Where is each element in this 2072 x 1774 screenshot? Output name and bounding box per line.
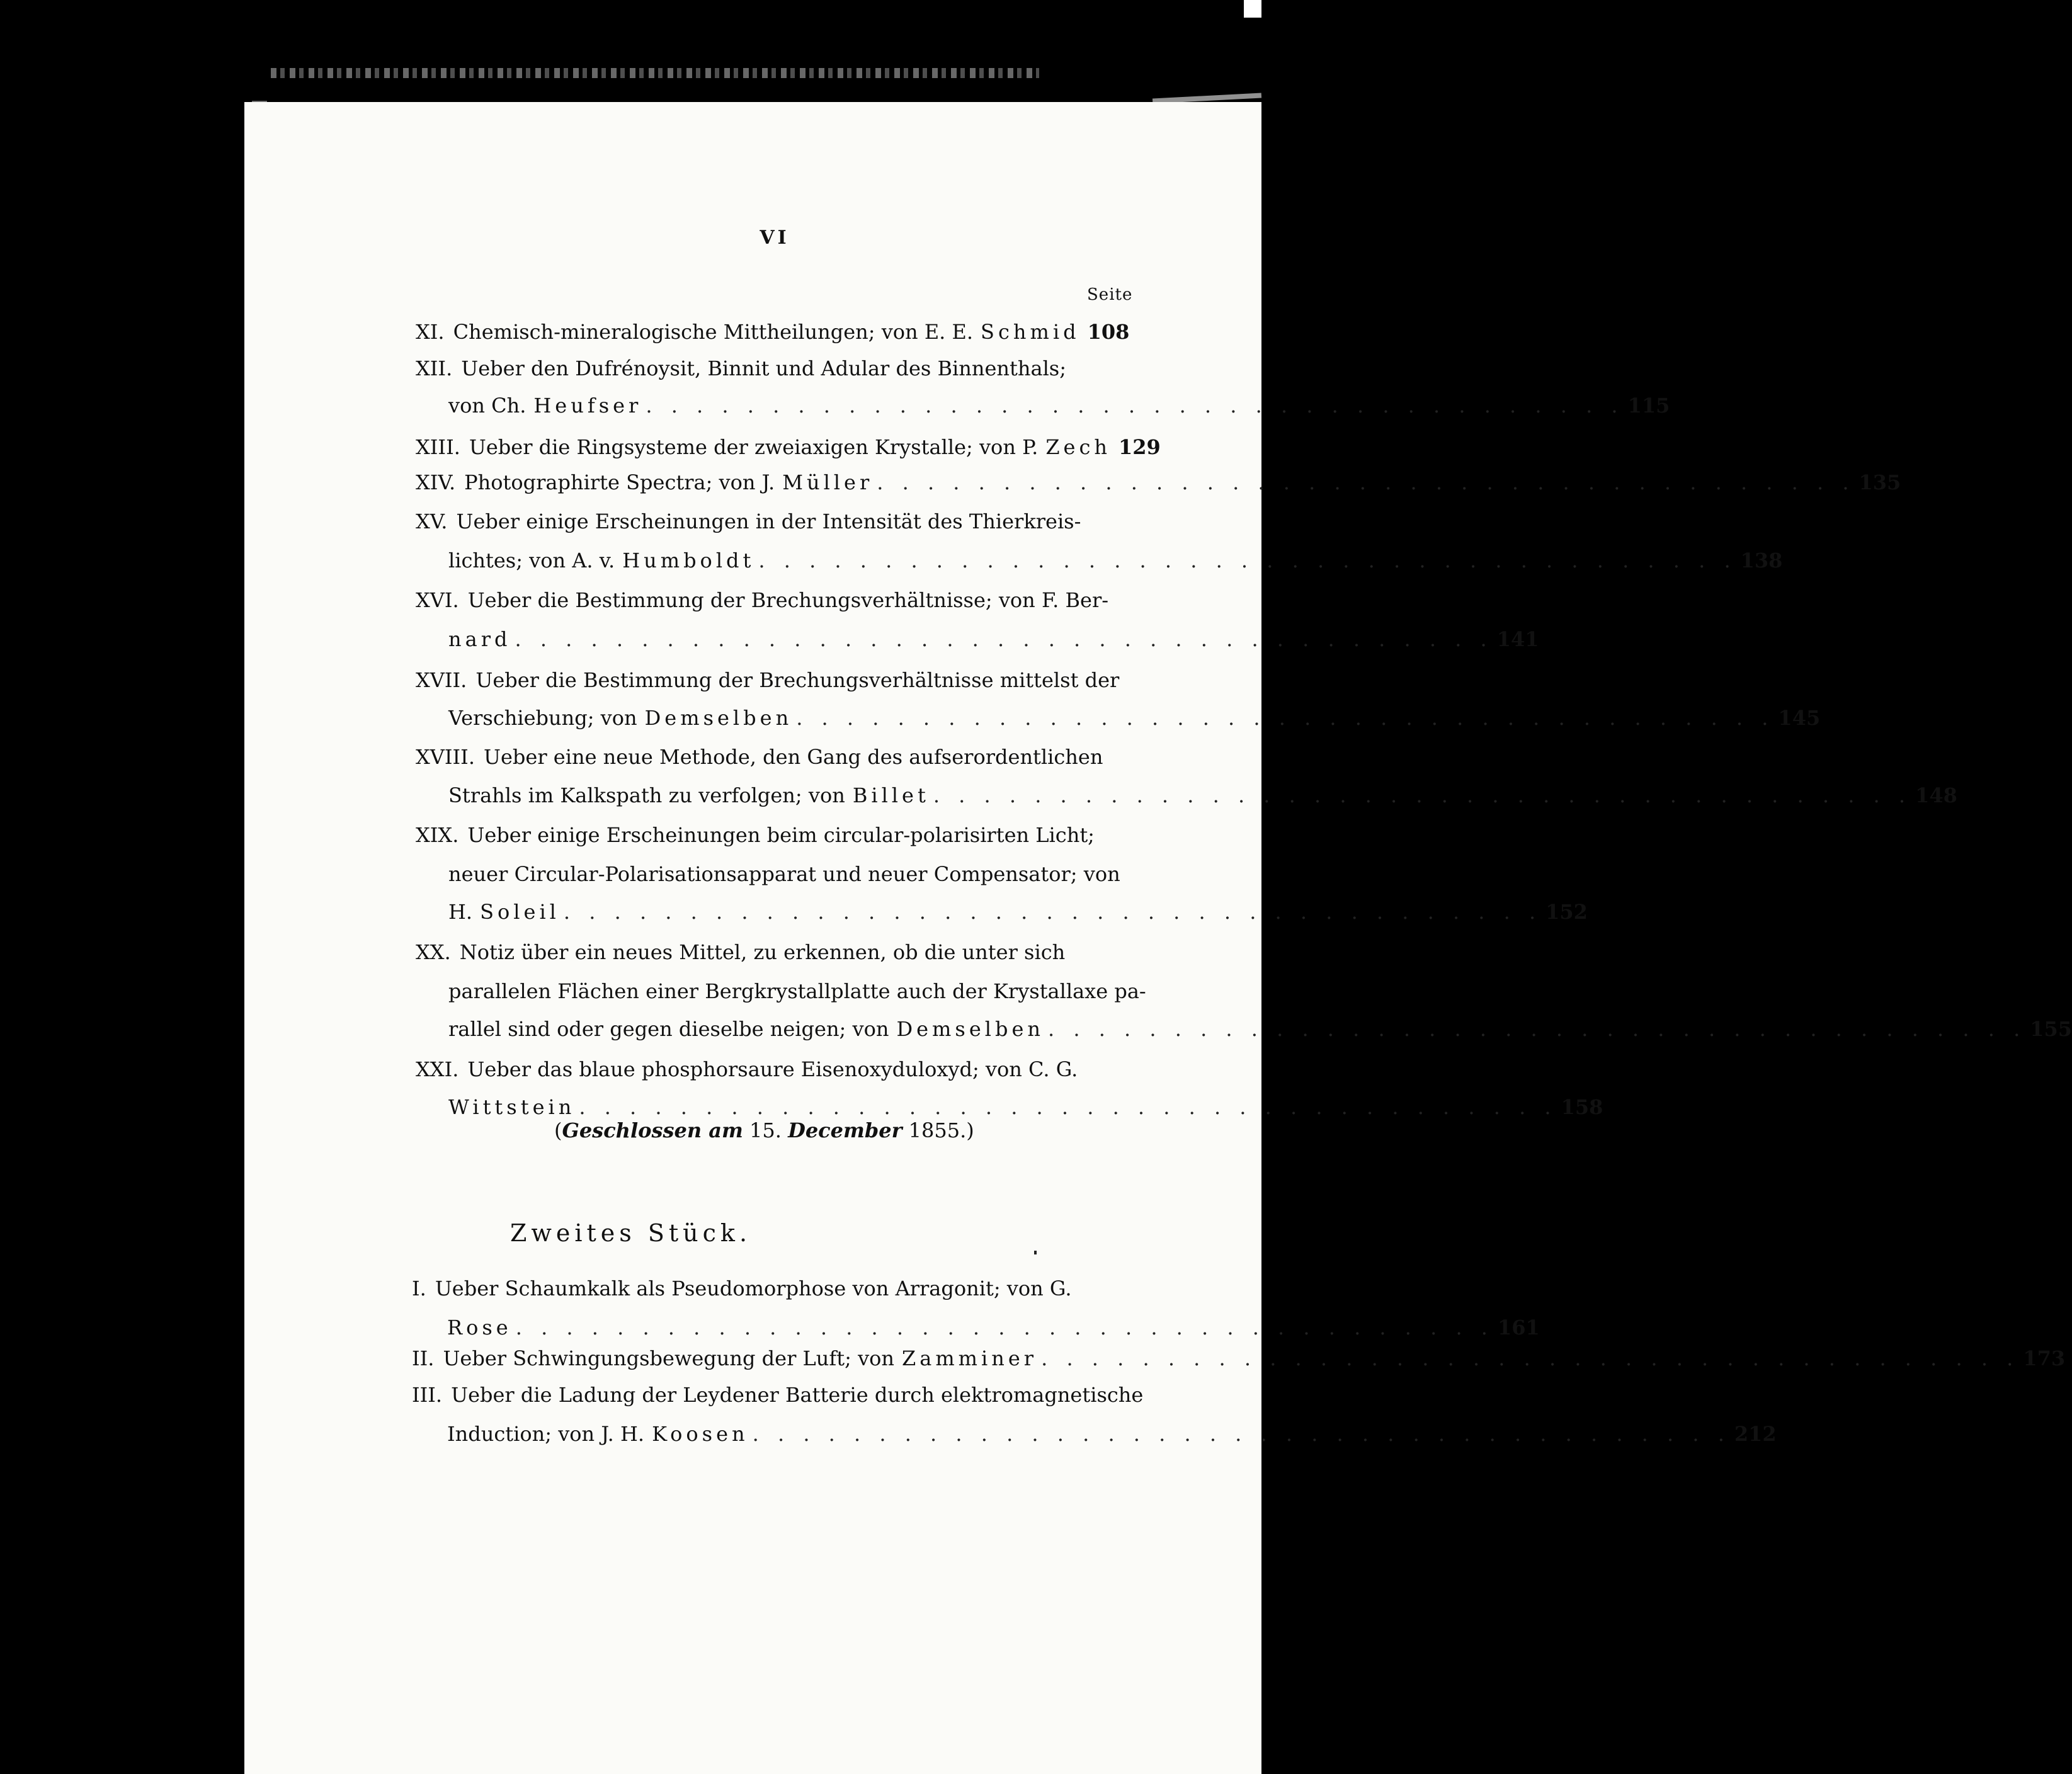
toc-entry-number: XX. (416, 940, 451, 964)
toc-entry-text: Ueber einige Erscheinungen beim circular-polarisirten Licht; (467, 823, 1095, 847)
toc-line (416, 588, 1108, 613)
closing-close-paren: ) (966, 1118, 974, 1142)
toc-leader-dots: . . . . . . . . . . . . . . . . . . . . . . . . . . . . . . . . . . . . . . . (515, 1316, 1494, 1339)
toc-entry-author: Heufser (533, 394, 642, 418)
stray-print-mark (1034, 1251, 1037, 1254)
toc-page-number: 148 (1915, 783, 1957, 807)
toc-entry-number: XV. (416, 509, 448, 533)
toc-line (416, 319, 1130, 344)
toc-line (416, 435, 1161, 460)
closing-month: December (788, 1118, 902, 1142)
toc-entry-text: Ueber einige Erscheinungen in der Intensität des Thierkreis- (456, 509, 1081, 533)
toc-line (412, 1346, 2066, 1371)
toc-page-number: 152 (1545, 900, 1588, 924)
toc-line (448, 861, 1120, 887)
toc-entry-author: Humboldt (622, 549, 755, 572)
toc-entry-author: nard (448, 627, 511, 651)
toc-line (448, 979, 1146, 1004)
toc-leader-dots: . . . . . . . . . . . . . . . . . . . . . . . . . . . . . . . . . . . . . . . (1048, 1017, 2027, 1041)
toc-line (448, 627, 1539, 652)
toc-entry-text: parallelen Flächen einer Bergkrystallplatte auch der Krystallaxe pa- (448, 979, 1146, 1003)
toc-entry-number: XVI. (416, 588, 459, 612)
toc-line (412, 1276, 1071, 1301)
toc-entry-number: III. (412, 1383, 443, 1407)
toc-entry-text: Ueber die Ladung der Leydener Batterie durch elektromagnetische (451, 1383, 1144, 1407)
toc-line (448, 899, 1588, 924)
toc-line (447, 1315, 1540, 1340)
toc-entry-text: Ueber das blaue phosphorsaure Eisenoxyduloxyd; von C. G. (467, 1057, 1078, 1081)
toc-entry-text: Ueber die Bestimmung der Brechungsverhältnisse; von F. Ber- (467, 588, 1109, 612)
toc-entry-number: XIII. (416, 435, 460, 459)
toc-entry-number: I. (412, 1276, 426, 1300)
toc-line (448, 705, 1821, 731)
toc-leader-dots: . . . . . . . . . . . . . . . . . . . . . . . . . . . . . . . . . . . . . . . (758, 549, 1737, 572)
toc-page-number: 161 (1497, 1316, 1540, 1339)
toc-entry-text: Ueber Schwingungsbewegung der Luft; von (443, 1346, 895, 1370)
toc-line (416, 668, 1119, 693)
toc-entry-author: Soleil (480, 900, 560, 924)
toc-entry-author: Rose (447, 1316, 512, 1339)
toc-line (416, 822, 1095, 848)
toc-page-number: 145 (1778, 706, 1821, 730)
toc-line (416, 940, 1065, 965)
toc-entry-text: Ueber eine neue Methode, den Gang des aufserordentlichen (483, 745, 1103, 769)
toc-entry-text: neuer Circular-Polarisationsapparat und neuer Compensator; von (448, 862, 1120, 886)
toc-line (416, 1057, 1078, 1082)
toc-line (412, 1382, 1143, 1407)
toc-entry-number: XXI. (416, 1057, 459, 1081)
toc-leader-dots: . . . . . . . . . . . . . . . . . . . . . . . . . . . . . . . . . . . . . . . (796, 706, 1775, 730)
toc-entry-number: XI. (416, 320, 445, 344)
toc-entry-author: Zech (1045, 435, 1112, 459)
toc-entry-author: Demselben (896, 1017, 1045, 1041)
section-heading: Zweites Stück. (509, 1219, 752, 1247)
toc-entry-text: Ueber die Bestimmung der Brechungsverhältnisse mittelst der (475, 668, 1120, 692)
toc-entry-number: XIV. (416, 470, 456, 494)
toc-entry-author: Müller (782, 470, 874, 494)
toc-leader-dots: . . . . . . . . . . . . . . . . . . . . . . . . . . . . . . . . . . . . . . . (515, 627, 1493, 651)
toc-line (448, 1095, 1603, 1120)
toc-entry-author: Wittstein (448, 1095, 576, 1119)
toc-entry-author: Schmid (981, 320, 1080, 344)
toc-entry-author: Demselben (644, 706, 793, 730)
toc-line (448, 393, 1670, 418)
toc-entry-text: Chemisch-mineralogische Mittheilungen; von E. E. (453, 320, 974, 344)
toc-line (416, 356, 1066, 381)
toc-entry-text: Notiz über ein neues Mittel, zu erkennen, ob die unter sich (459, 940, 1066, 964)
toc-page-number: 108 (1087, 320, 1130, 344)
toc-entry-text: Induction; von J. H. (447, 1422, 645, 1446)
toc-leader-dots: . . . . . . . . . . . . . . . . . . . . . . . . . . . . . . . . . . . . . . . (752, 1422, 1731, 1446)
toc-leader-dots: . . . . . . . . . . . . . . . . . . . . . . . . . . . . . . . . . . . . . . . (646, 394, 1624, 418)
toc-line (448, 548, 1783, 573)
toc-page-number: 138 (1740, 549, 1783, 572)
toc-entry-text: Photographirte Spectra; von J. (464, 470, 775, 494)
toc-entry-text: H. (448, 900, 473, 924)
toc-leader-dots: . . . . . . . . . . . . . . . . . . . . . . . . . . . . . . . . . . . . . . . (579, 1095, 1557, 1119)
toc-page-number: 173 (2023, 1346, 2066, 1370)
page-number: VI (760, 227, 790, 249)
toc-entry-number: XVIII. (416, 745, 475, 769)
toc-page-number: 135 (1859, 470, 1901, 494)
toc-line (416, 744, 1103, 770)
toc-page-number: 129 (1119, 435, 1161, 459)
toc-entry-text: Verschiebung; von (448, 706, 637, 730)
closing-label: Geschlossen am (562, 1118, 743, 1142)
toc-entry-text: Ueber Schaumkalk als Pseudomorphose von Arragonit; von G. (435, 1276, 1072, 1300)
toc-line (448, 783, 1957, 808)
toc-page-number: 115 (1627, 394, 1670, 418)
closing-date-line (554, 1118, 974, 1142)
closing-day: 15. (749, 1118, 782, 1142)
toc-leader-dots: . . . . . . . . . . . . . . . . . . . . . . . . . . . . . . . . . . . . . . . (1041, 1346, 2020, 1370)
toc-line (416, 509, 1081, 534)
toc-entry-number: XVII. (416, 668, 467, 692)
toc-entry-text: von Ch. (448, 394, 527, 418)
scan-top-edge (271, 68, 1039, 78)
toc-page-number: 155 (2030, 1017, 2072, 1041)
toc-leader-dots: . . . . . . . . . . . . . . . . . . . . . . . . . . . . . . . . . . . . . . . (563, 900, 1542, 924)
toc-entry-author: Billet (852, 783, 930, 807)
toc-page-number: 212 (1734, 1422, 1777, 1446)
toc-entry-text: rallel sind oder gegen dieselbe neigen; von (448, 1017, 889, 1041)
closing-open-paren: ( (554, 1118, 562, 1142)
toc-line (416, 470, 1901, 495)
book-page (244, 102, 1261, 1774)
toc-entry-author: Koosen (652, 1422, 749, 1446)
toc-entry-text: Ueber den Dufrénoysit, Binnit und Adular des Binnenthals; (461, 356, 1066, 380)
toc-leader-dots: . . . . . . . . . . . . . . . . . . . . . . . . . . . . . . . . . . . . . . . (933, 783, 1912, 807)
toc-page-number: 158 (1561, 1095, 1603, 1119)
toc-entry-number: II. (412, 1346, 435, 1370)
scan-corner-mark (1244, 0, 1261, 18)
seite-column-label: Seite (1087, 285, 1133, 304)
toc-entry-text: Ueber die Ringsysteme der zweiaxigen Krystalle; von P. (469, 435, 1039, 459)
closing-year: 1855. (908, 1118, 967, 1142)
toc-entry-number: XIX. (416, 823, 459, 847)
toc-line (447, 1421, 1777, 1447)
toc-entry-number: XII. (416, 356, 453, 380)
toc-leader-dots: . . . . . . . . . . . . . . . . . . . . . . . . . . . . . . . . . . . . . . . (877, 470, 1855, 494)
toc-entry-text: Strahls im Kalkspath zu verfolgen; von (448, 783, 845, 807)
toc-entry-author: Zamminer (902, 1346, 1038, 1370)
toc-page-number: 141 (1496, 627, 1539, 651)
toc-entry-text: lichtes; von A. v. (448, 549, 615, 572)
toc-line (448, 1016, 2072, 1042)
